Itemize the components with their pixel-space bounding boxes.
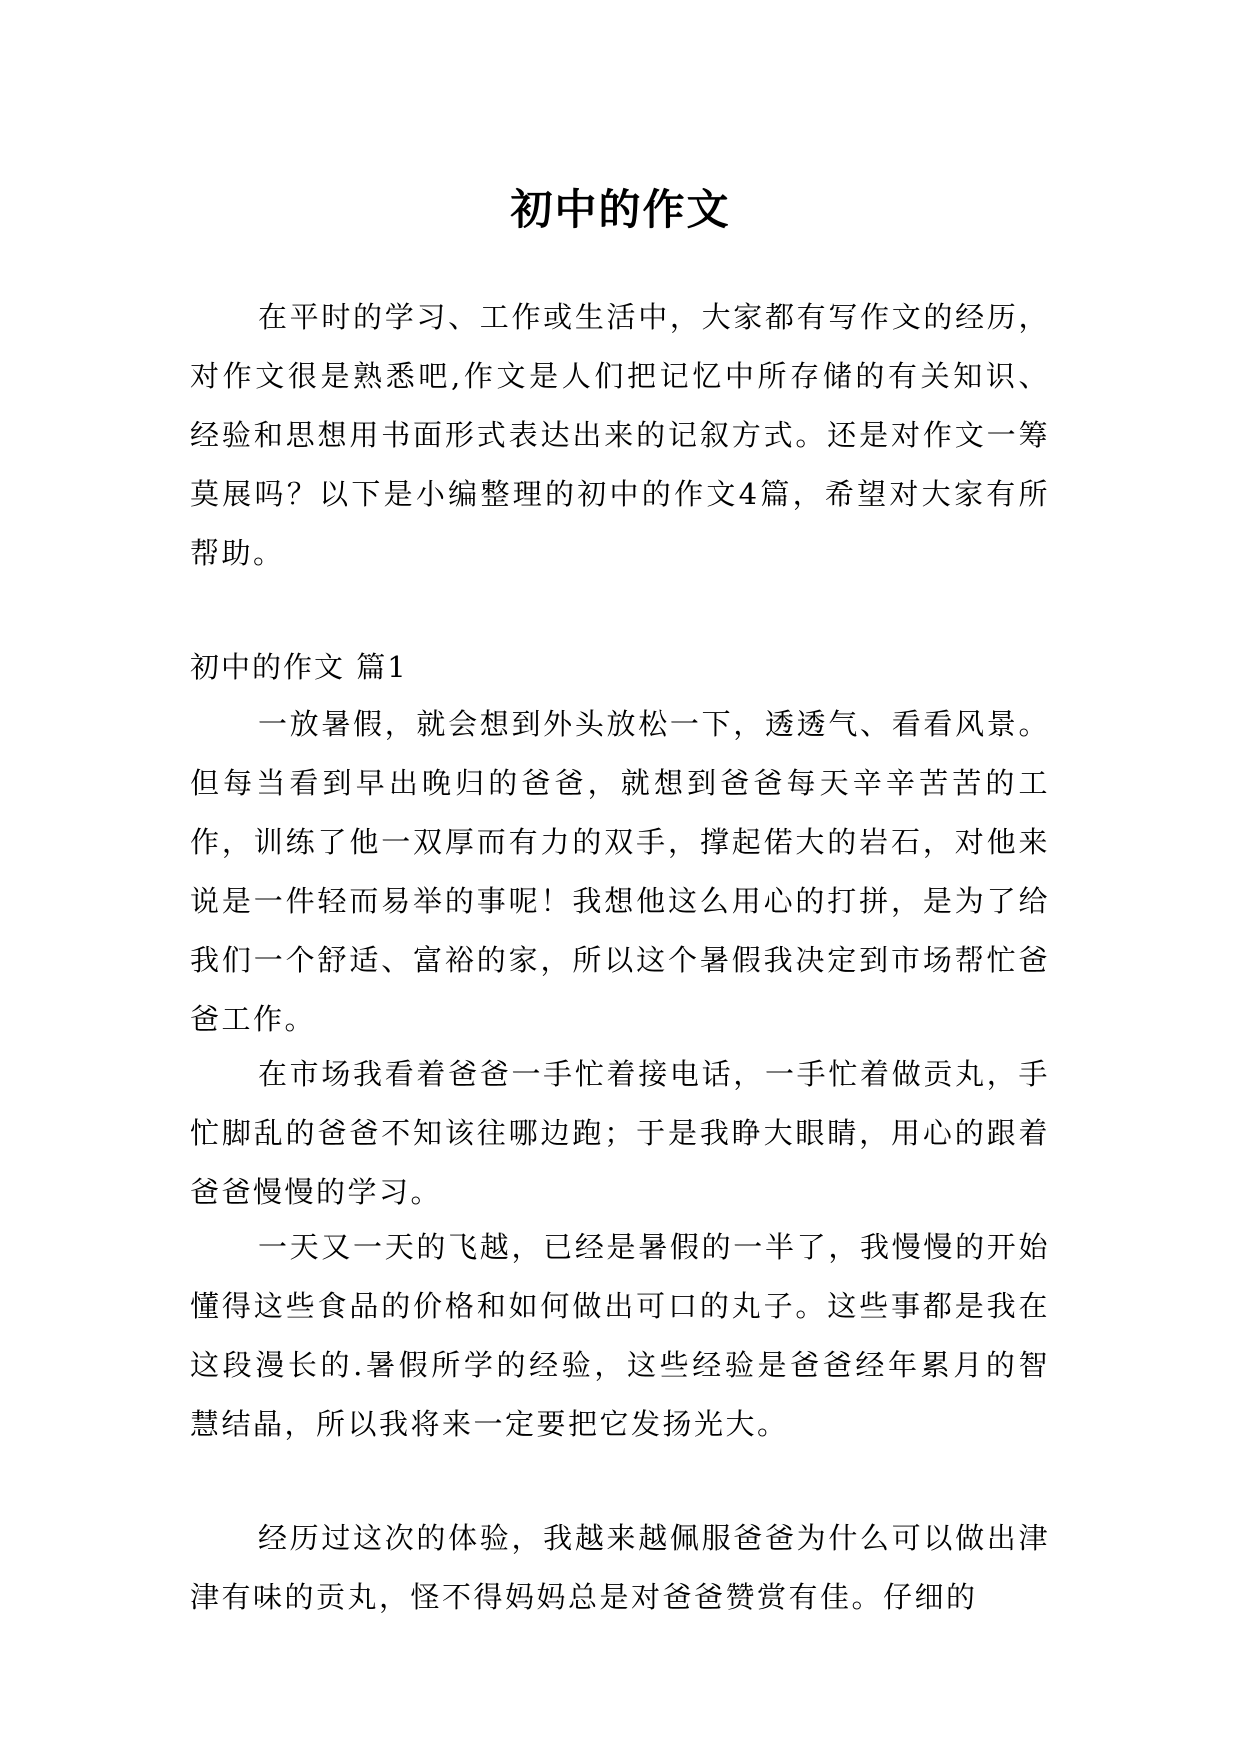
section-heading: 初中的作文 篇1 bbox=[190, 650, 408, 684]
intro-paragraph: 在平时的学习、工作或生活中，大家都有写作文的经历，对作文很是熟悉吧,作文是人们把记忆中所存储的有关知识、经验和思想用书面形式表达出来的记叙方式。还是对作文一筹莫展吗？以下是小编整理的初中的作文4篇，希望对大家有所帮助。 bbox=[190, 300, 1050, 570]
body-paragraph: 在市场我看着爸爸一手忙着接电话，一手忙着做贡丸，手忙脚乱的爸爸不知该往哪边跑；于是我睁大眼睛，用心的跟着爸爸慢慢的学习。 bbox=[190, 1057, 1050, 1209]
body-paragraph: 一天又一天的飞越，已经是暑假的一半了，我慢慢的开始懂得这些食品的价格和如何做出可口的丸子。这些事都是我在这段漫长的.暑假所学的经验，这些经验是爸爸经年累月的智慧结晶，所以我将来一定要把它发扬光大。 bbox=[190, 1230, 1050, 1441]
document-title: 初中的作文 bbox=[510, 185, 731, 235]
body-paragraph: 经历过这次的体验，我越来越佩服爸爸为什么可以做出津津有味的贡丸，怪不得妈妈总是对爸爸赞赏有佳。仔细的 bbox=[190, 1521, 1050, 1614]
body-paragraph: 一放暑假，就会想到外头放松一下，透透气、看看风景。但每当看到早出晚归的爸爸，就想到爸爸每天辛辛苦苦的工作，训练了他一双厚而有力的双手，撑起偌大的岩石，对他来说是一件轻而易举的事呢！我想他这么用心的打拼，是为了给我们一个舒适、富裕的家，所以这个暑假我决定到市场帮忙爸爸工作。 bbox=[190, 707, 1050, 1036]
